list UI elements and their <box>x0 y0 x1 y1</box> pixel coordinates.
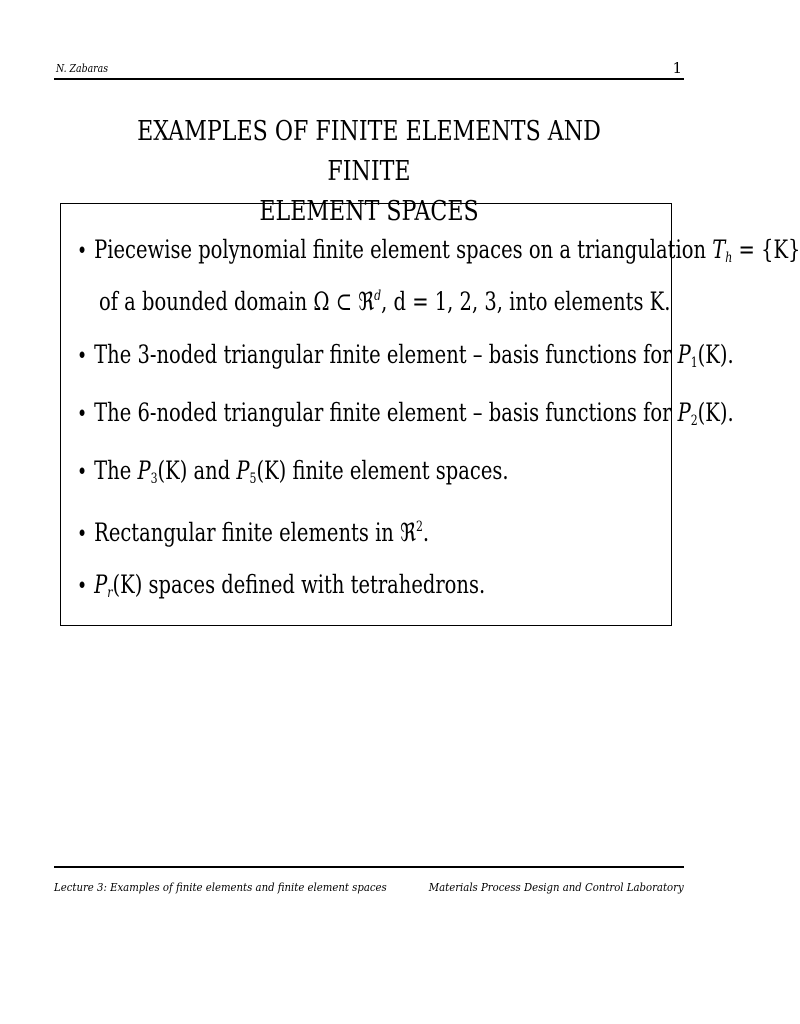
bullet-icon: • <box>77 344 88 369</box>
bullet-icon: • <box>77 522 88 547</box>
bullet-item-1-line-2: of a bounded domain Ω ⊂ ℜ$^d$, d = 1, 2, 3, into elements K. <box>99 287 671 316</box>
bullet-icon: • <box>77 574 88 599</box>
page-number: 1 <box>672 59 682 77</box>
footer-lab-name: Materials Process Design and Control Laboratory <box>429 880 684 894</box>
page-footer <box>54 866 684 894</box>
author-name: N. Zabaras <box>56 62 109 75</box>
bullet-icon: • <box>77 460 88 485</box>
title-line-2: ELEMENT SPACES <box>259 196 479 227</box>
bullet-icon: • <box>77 239 88 264</box>
bullet-icon: • <box>77 402 88 427</box>
bullet-item-2: • The 3-noded triangular finite element – basis functions for $P_1(K)$. <box>77 331 734 387</box>
bullet-item-3: • The 6-noded triangular finite element – basis functions for $P_2(K)$. <box>77 389 734 445</box>
bullet-item-6: • $P_r(K)$ spaces defined with tetrahedrons. <box>77 561 485 617</box>
page-header <box>54 58 684 80</box>
content-box <box>60 203 800 626</box>
bullet-item-4: • The $P_3(K)$ and $P_5(K)$ finite element spaces. <box>77 447 509 503</box>
footer-lecture-title: Lecture 3: Examples of finite elements and finite element spaces <box>54 880 387 894</box>
title-line-1: EXAMPLES OF FINITE ELEMENTS AND FINITE <box>137 116 601 187</box>
bullet-item-1: • Piecewise polynomial finite element spaces on a triangulation $T_h = \{K\}$ <box>77 226 800 282</box>
bullet-item-5: • Rectangular finite elements in ℜ$^2$. <box>77 504 429 558</box>
